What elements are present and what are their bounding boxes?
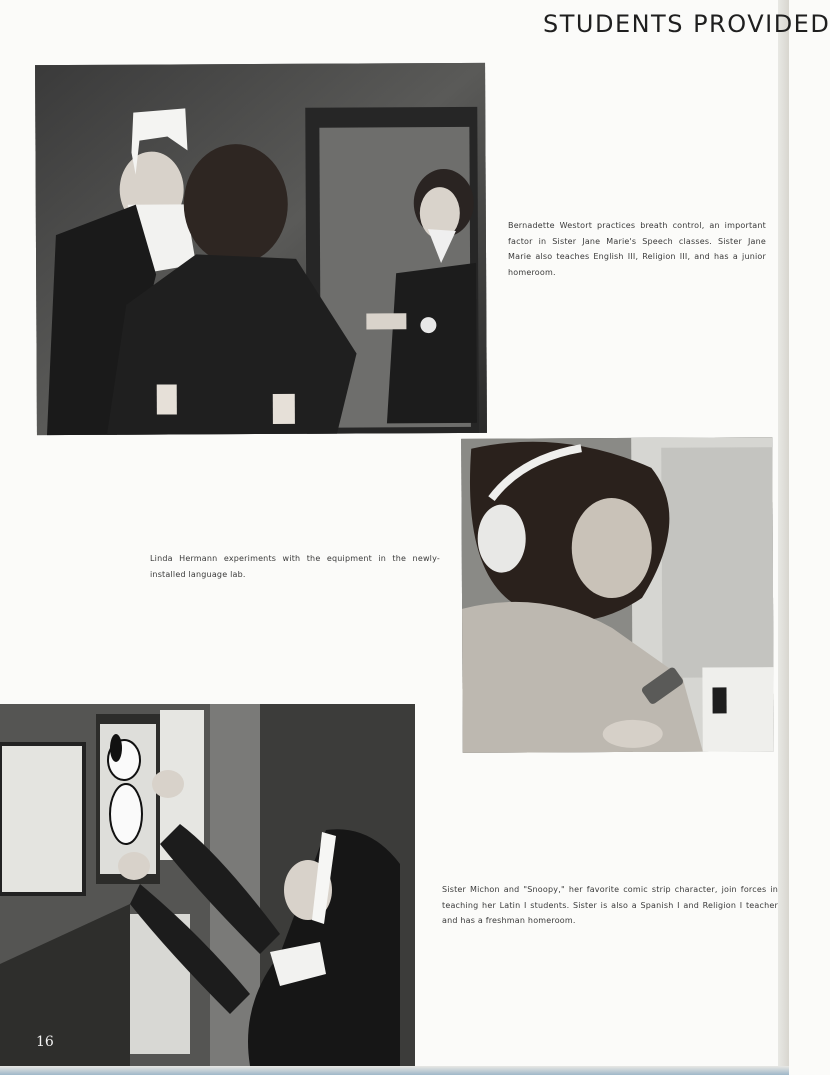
photo-speech-class xyxy=(35,63,487,435)
photo-snoopy xyxy=(0,704,415,1066)
page-number: 16 xyxy=(36,1034,54,1050)
caption-language-lab: Linda Hermann experiments with the equipment in the newly-installed language lab. xyxy=(150,554,440,579)
photo-language-lab xyxy=(461,437,774,753)
page-heading: STUDENTS PROVIDED xyxy=(543,10,830,38)
caption-snoopy: Sister Michon and "Snoopy," her favorite comic strip character, join forces in teaching her Latin I students. Sister is also a Spanish I and Religion I teacher and has a freshman homeroom. xyxy=(442,885,778,925)
page-edge xyxy=(778,0,789,1075)
page-bottom-edge xyxy=(0,1066,789,1075)
caption-speech-class: Bernadette Westort practices breath control, an important factor in Sister Jane Marie's Speech classes. Sister Jane Marie also teaches English III, Religion III, and has a junior homeroom. xyxy=(508,221,766,277)
